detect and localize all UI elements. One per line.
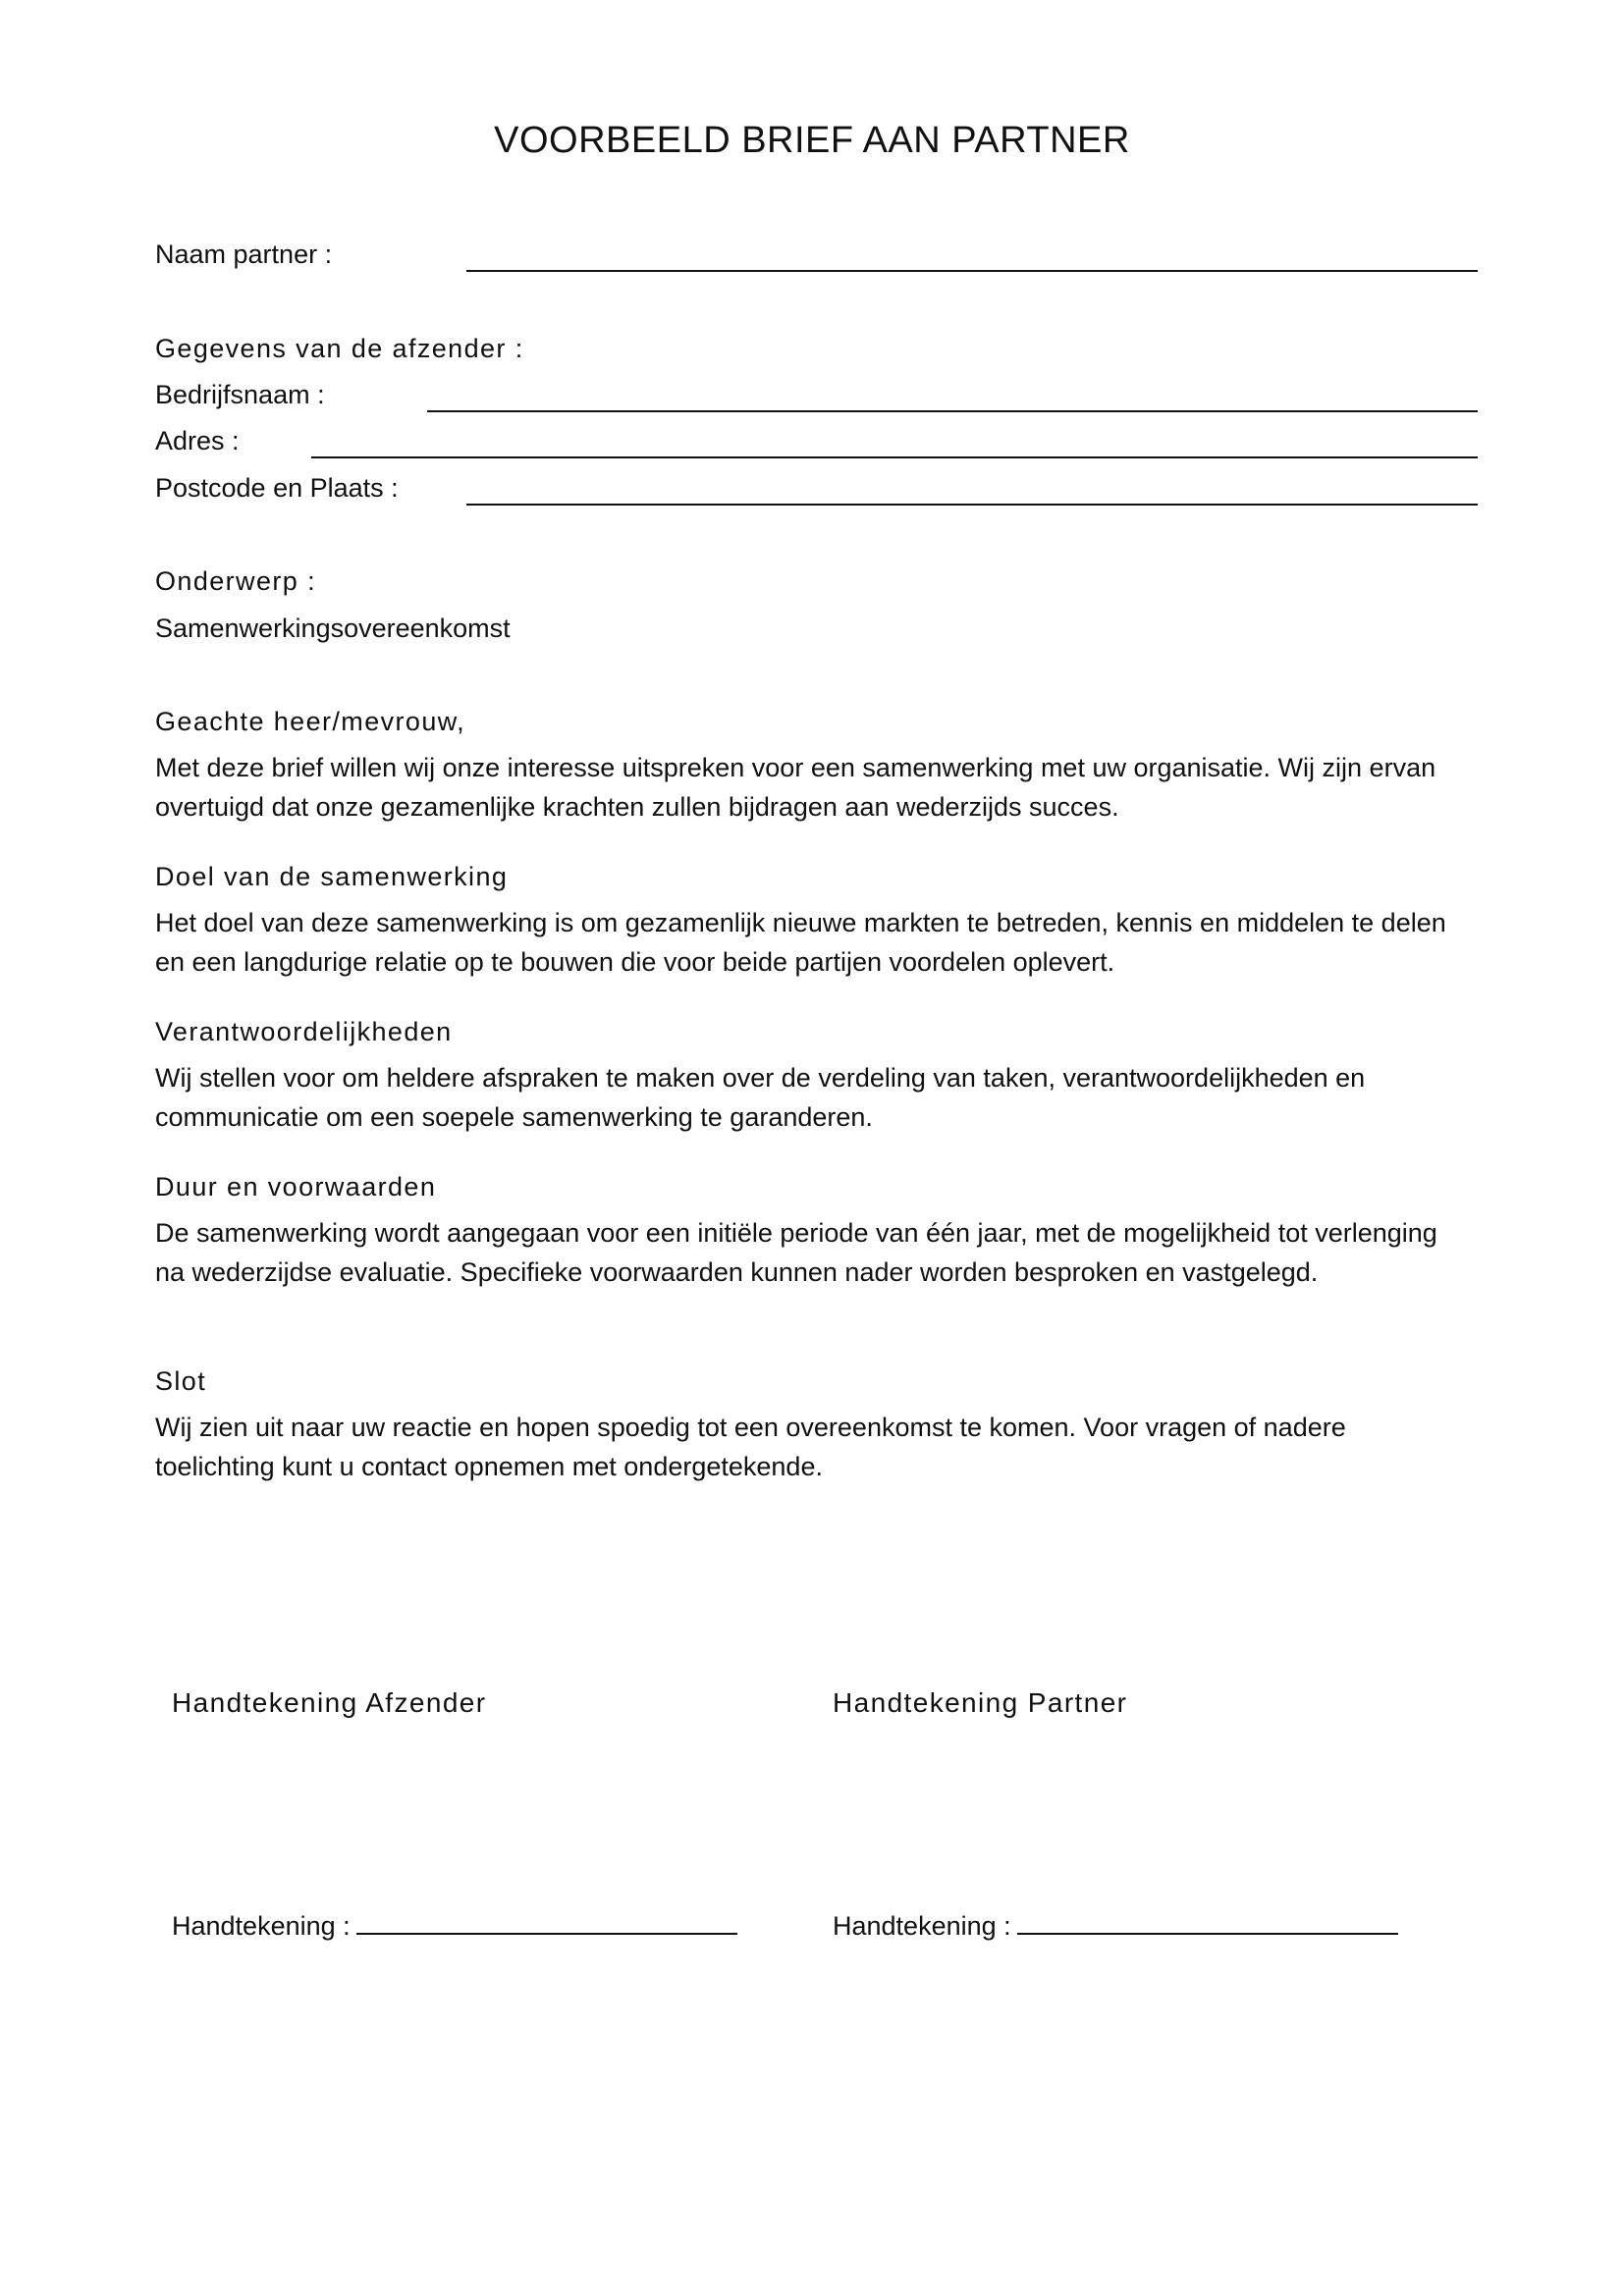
sender-details-heading: Gegevens van de afzender : <box>155 334 524 363</box>
section-heading-duration: Duur en voorwaarden <box>155 1172 437 1201</box>
sender-signature-label: Handtekening : <box>172 1911 351 1941</box>
partner-signature-heading: Handtekening Partner <box>833 1687 1128 1718</box>
company-name-label: Bedrijfsnaam : <box>155 380 325 409</box>
sender-signature-heading: Handtekening Afzender <box>172 1687 487 1718</box>
partner-signature-label: Handtekening : <box>833 1911 1011 1941</box>
section-text-goal: Het doel van deze samenwerking is om gezamenlijk nieuwe markten te betreden, kennis en middelen te delen en een langdurige relatie op te bouwen die voor beide partijen voordelen oplevert. <box>155 908 1446 977</box>
sender-signature-field[interactable] <box>356 1909 737 1935</box>
section-heading-closing: Slot <box>155 1366 207 1396</box>
partner-name-label: Naam partner : <box>155 240 333 269</box>
subject-label: Onderwerp : <box>155 566 316 596</box>
address-label: Adres : <box>155 426 240 455</box>
company-name-field[interactable] <box>427 410 1478 412</box>
postcode-city-label: Postcode en Plaats : <box>155 473 399 503</box>
subject-value: Samenwerkingsovereenkomst <box>155 614 511 643</box>
postcode-city-field[interactable] <box>466 504 1478 506</box>
section-text-responsibilities: Wij stellen voor om heldere afspraken te maken over de verdeling van taken, verantwoordelijkheden en communicatie om een soepele samenwerking te garanderen. <box>155 1063 1366 1132</box>
intro-paragraph: Met deze brief willen wij onze interesse uitspreken voor een samenwerking met uw organisatie. Wij zijn ervan overtuigd dat onze gezamenlijke krachten zullen bijdragen aan wederzijds succes. <box>155 753 1436 822</box>
sender-signature-line <box>172 1909 737 1942</box>
section-heading-responsibilities: Verantwoordelijkheden <box>155 1017 453 1046</box>
address-field[interactable] <box>311 456 1478 458</box>
section-text-duration: De samenwerking wordt aangegaan voor een initiële periode van één jaar, met de mogelijkheid tot verlenging na wederzijdse evaluatie. Specifieke voorwaarden kunnen nader worden besproken en vastgelegd. <box>155 1218 1437 1287</box>
section-heading-goal: Doel van de samenwerking <box>155 862 509 891</box>
partner-name-field[interactable] <box>466 270 1478 272</box>
partner-signature-line <box>833 1909 1398 1942</box>
salutation: Geachte heer/mevrouw, <box>155 707 466 736</box>
document-title: VOORBEELD BRIEF AAN PARTNER <box>494 120 1130 161</box>
section-text-closing: Wij zien uit naar uw reactie en hopen spoedig tot een overeenkomst te komen. Voor vragen of nadere toelichting kunt u contact opnemen met ondergetekende. <box>155 1413 1346 1481</box>
partner-signature-field[interactable] <box>1017 1909 1398 1935</box>
